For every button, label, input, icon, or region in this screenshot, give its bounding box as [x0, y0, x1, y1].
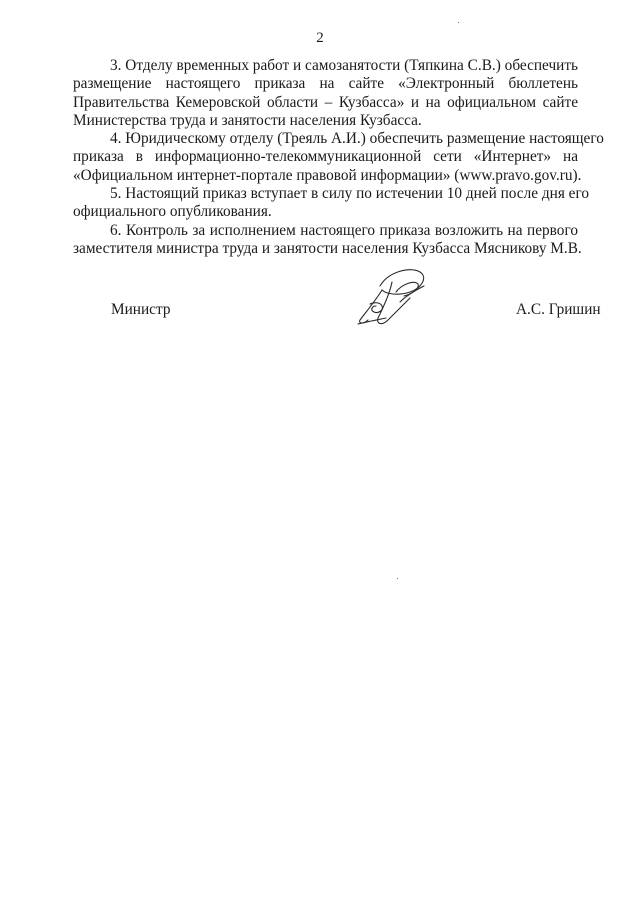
paragraph-6 — [73, 221, 582, 259]
text-line: 4. Юридическому отделу (Треяль А.И.) обеспечить размещение настоящего — [110, 130, 604, 148]
paragraph-3 — [73, 57, 578, 130]
text-line: приказа в информационно-телекоммуникационной сети «Интернет» на — [73, 148, 578, 166]
signatory-name: А.С. Гришин — [516, 301, 601, 318]
paragraph-4 — [73, 130, 604, 185]
signatory-title: Министр — [111, 301, 171, 318]
text-line: Министерства труда и занятости населения Кузбасса. — [73, 111, 422, 129]
text-line: размещение настоящего приказа на сайте «Электронный бюллетень — [73, 75, 578, 93]
text-line: «Официальном интернет-портале правовой информации» (www.pravo.gov.ru). — [73, 166, 582, 184]
paragraph-5 — [73, 185, 590, 222]
scan-speck — [397, 578, 398, 579]
text-line: 3. Отделу временных работ и самозанятости (Тяпкина С.В.) обеспечить — [110, 57, 578, 74]
text-line: заместителя министра труда и занятости населения Кузбасса Мясникову М.В. — [73, 239, 582, 257]
signature-block — [0, 301, 640, 321]
handwritten-signature — [352, 262, 432, 332]
scan-speck — [458, 22, 459, 23]
text-line: официального опубликования. — [73, 203, 272, 221]
text-line: 6. Контроль за исполнением настоящего приказа возложить на первого — [110, 221, 578, 239]
page-number: 2 — [316, 30, 324, 46]
order-body — [73, 57, 604, 258]
text-line: Правительства Кемеровской области – Кузбасса» и на официальном сайте — [73, 93, 578, 111]
text-line: 5. Настоящий приказ вступает в силу по истечении 10 дней после дня его — [110, 185, 590, 203]
